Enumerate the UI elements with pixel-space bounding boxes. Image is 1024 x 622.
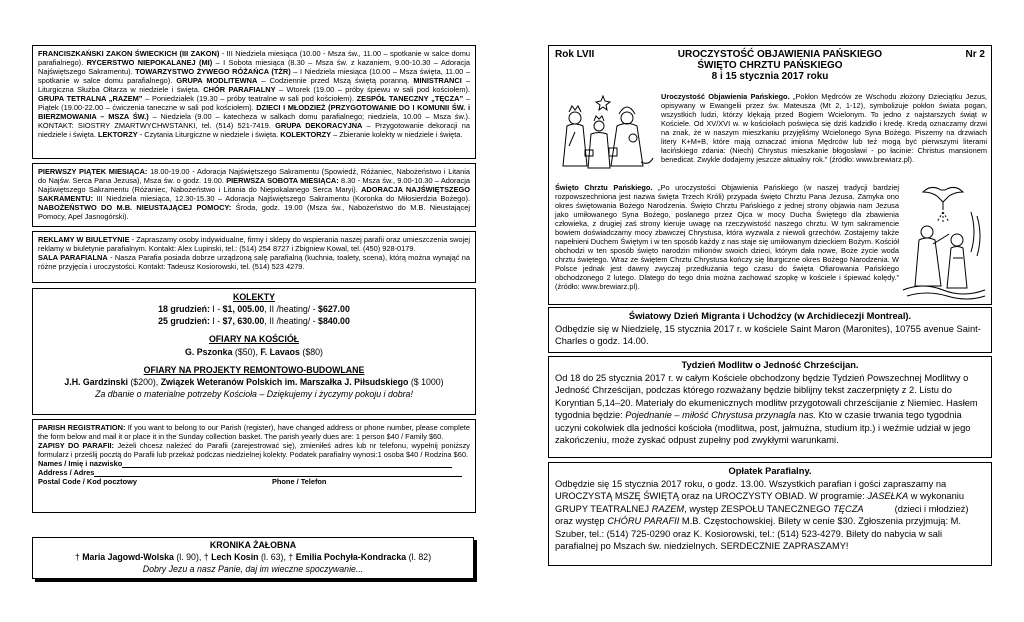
unity-week-box — [548, 356, 992, 458]
parish-groups-box — [32, 45, 476, 159]
first-friday-box — [32, 163, 476, 227]
hall-text: SALA PARAFIALNA - Nasza Parafia posiada dobrze urządzoną salę parafialną (kuchnia, toalety, scena), którą można wynająć na różne przyjęcia i uroczystości. Kontakt: Tadeusz Kosiorowski, tel. (514) 523 4279. — [38, 253, 471, 272]
parish-groups-text: FRANCISZKAŃSKI ZAKON ŚWIECKICH (III ZAKON) - III Niedziela miesiąca (10.00 - Msza św., 11.00 – spotkanie w salce domu parafialnego). RYCERSTWO NIEPOKALANEJ (MI) – I Sobota miesiąca (8.30 – Msza św. z kazaniem, 9.00-10.30 – Adoracja Najświętszego Sakramentu). TOWARZYSTWO ŻYWEGO RÓŻAŃCA (TŻR) – I Niedziela miesiąca (10.00 – Msza święta, 11.00 – spotkanie w salce domu parafialnego). GRUPA MODLITEWNA – Codziennie przed Mszą świętą poranną. MINISTRANCI – Liturgiczna Służba Ołtarza w niedziele i święta. CHÓR PARAFIALNY – Wtorek (19.00 – próby śpiewu w sali pod kościołem). GRUPA TETRALNA „RAZEM” – Poniedziałek (19.30 – próby teatralne w sali pod kościołem). ZESPÓŁ TANECZNY „TĘCZA” – Piątek (19.00-22.00 – ćwiczenia taneczne w sali pod kościołem). DZIECI I MŁODZIEŻ (PRZYGOTOWANIE DO I KOMUNII ŚW. i BIERZMOWANIA – MSZA ŚW.) – Niedziela (9.00 – katecheza w salkach domu parafialnego; niedziela, 10.00 – Msza św.). KONTAKT: SIOSTRY ZMARTWYCHWSTANKI, tel. (514) 521-7419. GRUPA DEKORACYJNA – Przygotowanie dekoracji na niedziele i święta. LEKTORZY - Czytania Liturgiczne w niedziele i święta. KOLEKTORZY – Zbieranie kolekty w niedziele i święta. — [38, 49, 471, 140]
baptism-drawing — [901, 182, 987, 300]
issue-number: Nr 2 — [965, 49, 985, 60]
unity-week-text: Od 18 do 25 stycznia 2017 r. w całym Kościele obchodzony będzie Tydzień Powszechnej Modlitwy o Jedność Chrześcijan, podczas którego rozważany będzie biblijny tekst zaczerpnięty z 2. Listu do Koryntian 5,14–20. Materiały do ekumenicznych modlitw przygotowali chrześcijanie z Niemiec. Hasłem tygodnia będzie: Pojednanie – miłość Chrystusa przynagla nas. Kto w czasie trwania tego tygodnia uczyni cokolwiek dla jedności kościoła (modlitwa, post, jałmużna, studium itp.) i weźmie udział w jego zakończeniu, może zyskać odpust zupełny pod zwykłymi warunkami. — [555, 372, 978, 446]
address-field-row: Address / Adres — [38, 468, 470, 477]
wafer-box — [548, 462, 992, 566]
magi-illustration — [555, 92, 655, 176]
church-offerings-line: G. Pszonka ($50), F. Lavaos ($80) — [185, 346, 323, 357]
registration-pl: ZAPISY DO PARAFII: Jeżeli chcesz należeć do Parafii (zarejestrować się), zmieniłeś adres lub nr telefonu, wypełnij poniższy formularz i prześlij pocztą do Parafii lub przekaż podczas niedzielnej kolekty. Podatek parafialny wynosi:1 osoba $40 / Rodzina $60. — [38, 441, 470, 460]
thanks-line: Za dbanie o materialne potrzeby Kościoła – Dziękujemy i życzymy pokoju i dobra! — [95, 388, 413, 399]
unity-week-title: Tydzień Modlitw o Jedność Chrześcijan. — [681, 360, 859, 370]
registration-box — [32, 419, 476, 513]
collection-line-1: 18 grudzień: I - $1, 005.00, II /heating/ - $627.00 — [158, 304, 350, 315]
baptism-text: Święto Chrztu Pańskiego. „Po uroczystości Objawienia Pańskiego (w naszej tradycji bardziej rozpowszechniona jest nazwa święta Trzech Króli) przypada święto Chrztu Pana Jezusa. Zamyka ono okres świętowania Bożego Narodzenia. Święto Chrztu Pańskiego z jednej strony objawia nam Jezusa jako umiłowanego Syna Bożego, posłanego przez Ojca w mocy Ducha Świętego dla zbawienia człowieka, z drugiej zaś strony kieruje uwagę na rzeczywistość naszego chrztu. W tym sakramencie bowiem doświadczamy mocy zbawczej Chrystusa, która wyzwala z niewoli grzechów. Zostajemy także napełnieni Duchem Świętym i w ten sposób każdy z nas staje się umiłowanym dzieckiem Bożym. Kościół obchodzi w ten sposób święto narodzin milionów swoich dzieci, którym dała nowe, Boże życie woda chrztu świętego. Wraz ze świętem Chrztu Chrystusa kończy się liturgiczne okres Bożego Narodzenia. W Polsce jednak jest dawny zwyczaj przedłużania tego czasu do święta Ofiarowania Pańskiego obchodzonego 2 lutego. Dlatego do tego dnia można zachować szopkę w kościele i śpiewać kolędy.” (źródło: www.brewiarz.pl). — [555, 183, 899, 292]
renovation-offerings-title: OFIARY NA PROJEKTY REMONTOWO-BUDOWLANE — [143, 364, 365, 375]
names-field-row: Names / Imię i nazwisko — [38, 459, 470, 468]
migrant-day-text: Odbędzie się w Niedzielę, 15 stycznia 2017 r. w kościele Saint Maron (Maronites), 10755 avenue Saint-Charles o godz. 14.00. — [555, 323, 981, 347]
first-friday-text: PIERWSZY PIĄTEK MIESIĄCA: 18.00-19.00 - Adoracja Najświętszego Sakramentu (Spowiedź, Różaniec, Nabożeństwo i Litania do Najśw. Serca Pana Jezusa), Msza św. o godz. 19.00. PIERWSZA SOBOTA MIESIĄCA: 8.30 - Msza św., 9.00-10.30 – Adoracja Najświętszego Sakramentu (Różaniec, Nabożeństwo i Litania do Niepokalanego Serca Maryi). ADORACJA NAJŚWIĘTSZEGO SAKRAMENTU: III Niedziela miesiąca, 12.30-15.30 – Adoracja Najświętszego Sakramentu (Koronka do Miłosierdzia Bożego). NABOŻEŃSTWO DO M.B. NIEUSTAJĄCEJ POMOCY: Środa, godz. 19.00 (Msza św., Nabożeństwo do M.B. Nieustającej Pomocy, Apel Jasnogórski). — [38, 167, 471, 222]
ads-text: REKLAMY W BIULETYNIE - Zapraszamy osoby indywidualne, firmy i sklepy do wspierania naszej parafii oraz umieszczenia swojej reklamy w biuletynie parafialnym. Kontakt: Alex Lupinski, tel.: (514) 254 8727 i Zbigniew Kowal, tel. (450) 928-0179. — [38, 235, 471, 254]
feast-subtitle: ŚWIĘTO CHRZTU PAŃSKIEGO — [697, 60, 843, 71]
obituary-prayer: Dobry Jezu a nasz Panie, daj im wieczne spoczywanie... — [142, 563, 364, 574]
feast-title: UROCZYSTOŚĆ OBJAWIENIA PAŃSKIEGO — [677, 49, 883, 60]
obituary-box — [32, 537, 474, 579]
obituary-title: KRONIKA ŻAŁOBNA — [209, 540, 297, 550]
migrant-day-title: Światowy Dzień Migranta i Uchodźcy (w Archidiecezji Montreal). — [628, 311, 912, 321]
registration-en: PARISH REGISTRATION: If you want to belong to our Parish (register), have changed address or phone number, please complete the form below and mail it or place it in the Sunday collection basket. The parish yearly dues are: 1 person $40 / Family $60. — [38, 423, 470, 442]
bulletin-dates: 8 i 15 stycznia 2017 roku — [711, 71, 829, 82]
postal-field-row: Postal Code / Kod pocztowy Phone / Telefon — [38, 477, 327, 487]
migrant-day-box — [548, 307, 992, 353]
baptism-illustration — [901, 182, 987, 300]
collection-line-2: 25 grudzień: I - $7, 630.00, II /heating/ - $840.00 — [158, 316, 350, 327]
bulletin-header-row — [555, 49, 985, 60]
wafer-title: Opłatek Parafialny. — [728, 466, 812, 476]
church-offerings-title: OFIARY NA KOŚCIÓŁ — [208, 334, 300, 345]
renovation-offerings-line: J.H. Gardzinski ($200), Związek Weteranów Polskich im. Marszałka J. Piłsudskiego ($ 1000) — [64, 376, 444, 387]
collections-title: KOLEKTY — [232, 292, 276, 302]
bulletin-main-box — [548, 45, 992, 305]
ads-box — [32, 231, 476, 283]
issue-year: Rok LVII — [555, 49, 595, 60]
wafer-text: Odbędzie się 15 stycznia 2017 roku, o godz. 13.00. Wszystkich parafian i gości zapraszamy na UROCZYSTĄ MSZĘ ŚWIĘTĄ oraz na UROCZYSTY OBIAD. W programie: JASEŁKA w wykonaniu GRUPY TEATRALNEJ RAZEM, występ ZESPOŁU TANECZNEGO TĘCZA (dzieci i młodzież) oraz występ CHÓRU PARAFII M.B. Częstochowskiej. Bilety w cenie $30. Zgłoszenia przyjmują: M. Szuber, tel.: (514) 725-0290 oraz K. Kosiorowski, tel.: (514) 523-4279. Bilety do nabycia w sali parafialnej po Mszach św. niedzielnych. SERDECZNIE ZAPRASZAMY! — [555, 478, 972, 552]
epiphany-text: Uroczystość Objawienia Pańskiego. „Pokłon Mędrców ze Wschodu złożony Dzieciątku Jezus, opisywany w Ewangelii przez św. Mateusza (Mt 2, 1-12), symbolizuje pokłon świata pogan, wszystkich ludzi, którzy klękają przed Bogiem Wcielonym. To jedno z najstarszych świąt w Kościele. Od XV/XVI w. w kościołach poświęca się dziś kadzidło i kredę. Kredą oznaczamy drzwi na znak, że w naszym mieszkaniu przyjęliśmy Wcielonego Syna Bożego. Piszemy na drzwiach litery K+M+B, które mają oznaczać imiona Mędrców lub też mogą być pierwszymi literami łacińskiego zdania: (Niech) Chrystus mieszkanie błogosławi - po łacinie: Christus mansionem benedicat. Zwykle dodajemy jeszcze aktualny rok.” (źródło: www.brewiarz.pl). — [661, 92, 987, 165]
collections-box — [32, 288, 476, 415]
magi-drawing — [555, 92, 655, 176]
obituary-names: † Maria Jagowd-Wolska (l. 90), † Lech Kosin (l. 63), † Emilia Pochyła-Kondracka (l. 82) — [74, 551, 432, 562]
